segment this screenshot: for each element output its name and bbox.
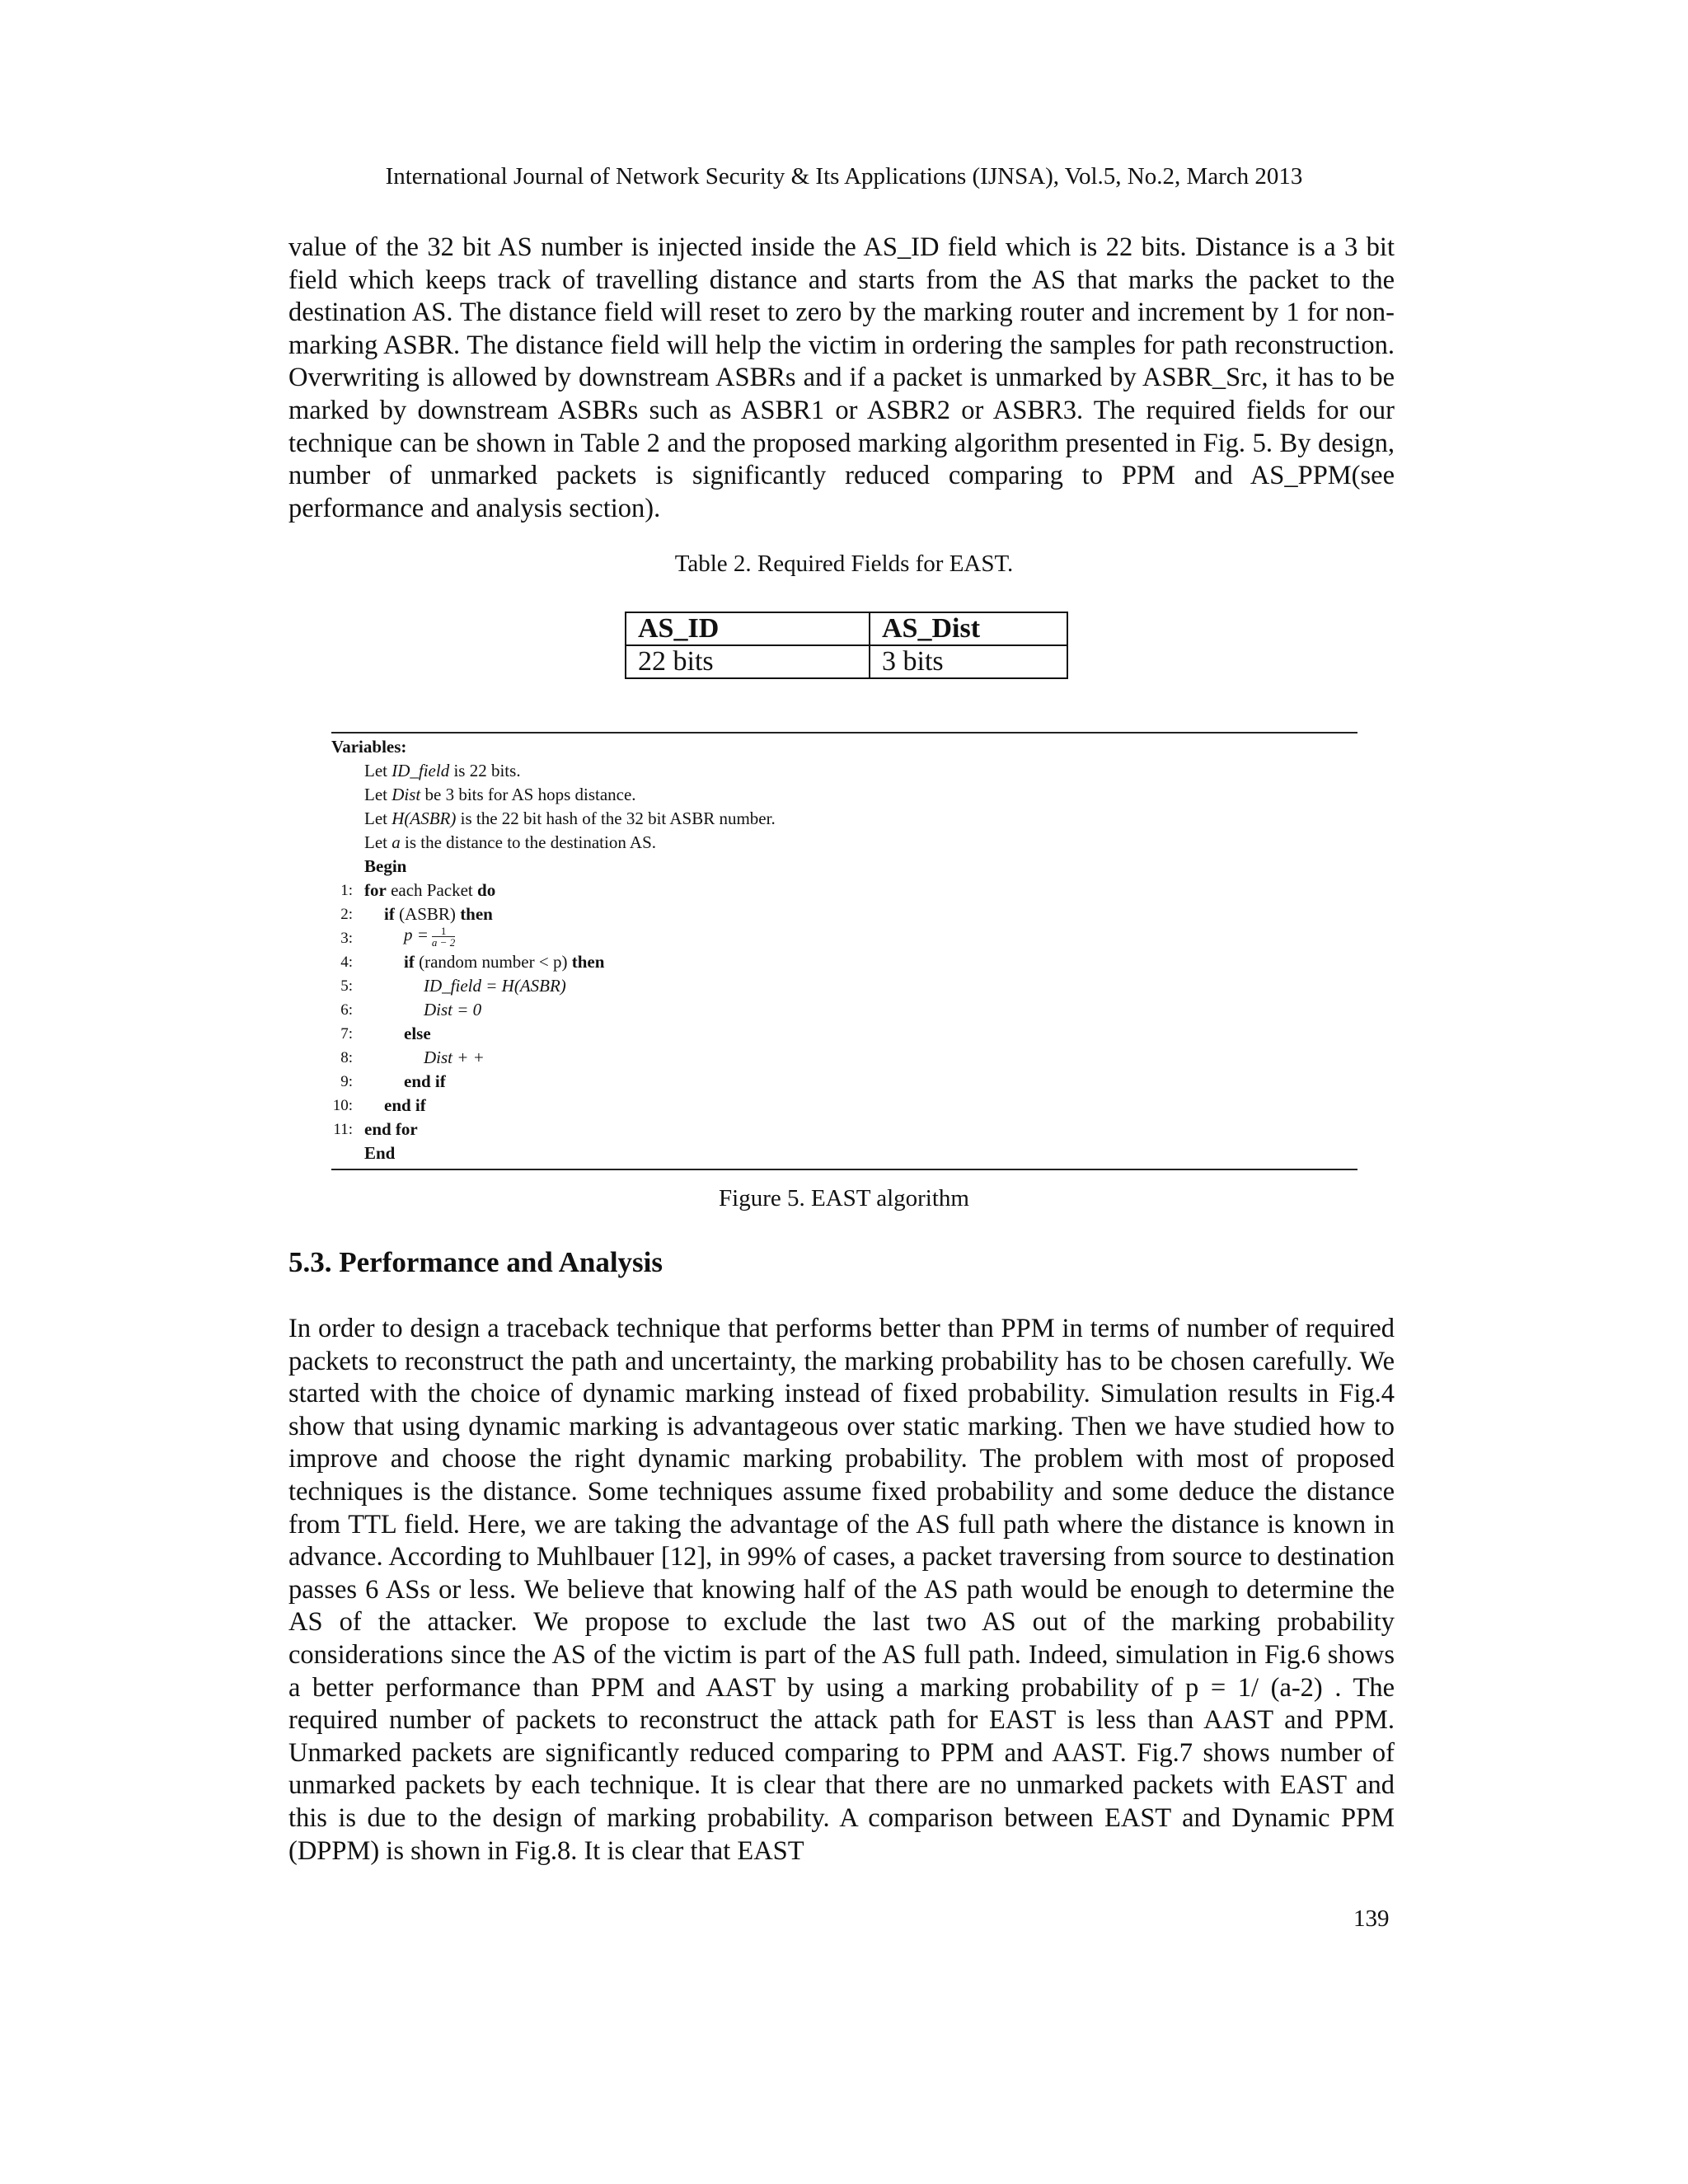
intro-paragraph-text: value of the 32 bit AS number is injected inside the AS_ID field which is 22 bits. Distance is a 3 bit field which keeps track of travelling distance and starts from the AS that marks the packet to the destination AS. The distance field will reset to zero by the marking router and increment by 1 for non-marking ASBR. The distance field will help the victim in ordering the samples for path reconstruction. Overwriting is allowed by downstream ASBRs and if a packet is unmarked by ASBR_Src, it has to be marked by downstream ASBRs such as ASBR1 or ASBR2 or ASBR3. The required fields for our technique can be shown in Table 2 and the proposed marking algorithm presented in Fig. 5. By design, number of unmarked packets is significantly reduced comparing to PPM and AS_PPM(see performance and analysis section). (288, 232, 1395, 523)
algo-line: for each Packet do (364, 880, 496, 900)
page-number: 139 (1353, 1905, 1390, 1932)
algo-end: End (364, 1143, 396, 1163)
algo-line-number: 2: (340, 906, 353, 923)
algo-line: end if (404, 1071, 446, 1091)
table-caption: Table 2. Required Fields for EAST. (674, 551, 1014, 577)
algo-line-number: 10: (332, 1097, 353, 1114)
intro-paragraph (288, 232, 1395, 525)
algo-line-number: 11: (333, 1121, 353, 1138)
fraction: $\frac{1}{a - 2}$ (431, 924, 456, 949)
algo-begin: Begin (364, 856, 407, 876)
required-fields-table-wrapper (625, 612, 1068, 679)
table-row (626, 645, 1067, 678)
algo-variable-line: Let ID_field is 22 bits. (364, 761, 521, 780)
algo-variables-label: Variables: (331, 737, 407, 757)
algo-line: p = $\frac{1}{a - 2}$ (404, 924, 456, 949)
table-header-cell: AS_Dist (870, 612, 1067, 645)
algo-line-number: 9: (340, 1073, 353, 1090)
algo-line: else (404, 1024, 431, 1043)
algo-variable-line: Let Dist be 3 bits for AS hops distance. (364, 785, 636, 804)
algo-line: end for (364, 1119, 418, 1139)
table-header-row (626, 612, 1067, 645)
algo-line-number: 3: (340, 930, 353, 947)
algo-line: if (ASBR) then (384, 904, 493, 924)
table-cell: 3 bits (870, 645, 1067, 678)
algo-variable-line: Let a is the distance to the destination AS. (364, 832, 657, 852)
algo-line: if (random number < p) then (404, 952, 605, 972)
algo-line: Dist + + (424, 1047, 485, 1067)
analysis-paragraph (288, 1313, 1395, 1868)
algo-line-number: 5: (340, 977, 353, 995)
section-heading: 5.3. Performance and Analysis (288, 1246, 663, 1278)
algo-line: end if (384, 1095, 426, 1115)
running-header: International Journal of Network Security & Its Applications (IJNSA), Vol.5, No.2, March 2013 (385, 163, 1303, 190)
algo-line-number: 1: (340, 882, 353, 899)
algo-line-number: 6: (340, 1001, 353, 1019)
table-header-cell: AS_ID (626, 612, 870, 645)
required-fields-table (625, 612, 1068, 679)
algo-variable-line: Let H(ASBR) is the 22 bit hash of the 32 bit ASBR number. (364, 808, 776, 828)
algo-line: Dist = 0 (424, 1000, 482, 1019)
table-cell: 22 bits (626, 645, 870, 678)
analysis-paragraph-text: In order to design a traceback technique that performs better than PPM in terms of number of required packets to reconstruct the path and uncertainty, the marking probability has to be chosen carefully. We started with the choice of dynamic marking instead of fixed probability. Simulation results in Fig.4 show that using dynamic marking is advantageous over static marking. Then we have studied how to improve and choose the right dynamic marking probability. The problem with most of proposed techniques is the distance. Some techniques assume fixed probability and some deduce the distance from TTL field. Here, we are taking the advantage of the AS full path where the distance is known in advance. According to Muhlbauer [12], in 99% of cases, a packet traversing from source to destination passes 6 ASs or less. We believe that knowing half of the AS path would be enough to determine the AS of the attacker. We propose to exclude the last two AS out of the marking probability considerations since the AS of the victim is part of the AS full path. Indeed, simulation in Fig.6 shows a better performance than PPM and AAST by using a marking probability of p = 1/ (a-2) . The required number of packets to reconstruct the attack path for EAST is less than AAST and PPM. Unmarked packets are significantly reduced comparing to PPM and AAST. Fig.7 shows number of unmarked packets by each technique. It is clear that there are no unmarked packets with EAST and this is due to the design of marking probability. A comparison between EAST and Dynamic PPM (DPPM) is shown in Fig.8. It is clear that EAST (288, 1314, 1395, 1866)
algo-line-number: 7: (340, 1025, 353, 1043)
algo-line-number: 8: (340, 1049, 353, 1066)
algorithm-figure (331, 732, 1357, 1170)
figure-caption: Figure 5. EAST algorithm (719, 1185, 969, 1212)
algo-line: ID_field = H(ASBR) (424, 976, 566, 996)
algo-line-number: 4: (340, 954, 353, 971)
